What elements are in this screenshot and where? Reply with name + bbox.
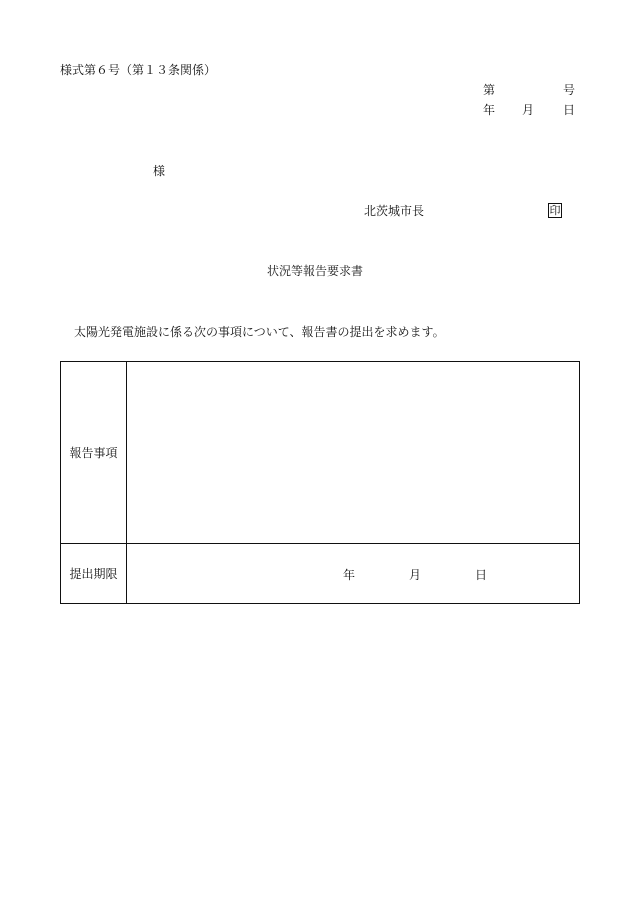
document-number-prefix: 第: [483, 83, 496, 97]
report-table: [60, 361, 580, 604]
date-year-label: 年: [483, 103, 496, 117]
deadline-year-label: 年: [343, 568, 356, 582]
document-number-suffix: 号: [563, 83, 576, 97]
date-day-label: 日: [563, 103, 576, 117]
body-text: 太陽光発電施設に係る次の事項について、報告書の提出を求めます。: [74, 325, 445, 339]
issuer-name: 北茨城市長: [364, 204, 425, 218]
deadline-day-label: 日: [475, 568, 488, 582]
date-month-label: 月: [522, 103, 535, 117]
deadline-value[interactable]: [127, 544, 579, 603]
report-items-label: 報告事項: [61, 362, 127, 543]
deadline-month-label: 月: [409, 568, 422, 582]
deadline-label: 提出期限: [61, 544, 127, 603]
report-items-value[interactable]: [127, 362, 579, 543]
seal-stamp-box: 印: [549, 204, 561, 217]
addressee-honorific: 様: [153, 164, 166, 178]
report-items-row: [61, 362, 579, 544]
deadline-row: [61, 544, 579, 603]
document-title: 状況等報告要求書: [266, 264, 363, 278]
form-number: 様式第６号（第１３条関係）: [60, 63, 217, 77]
